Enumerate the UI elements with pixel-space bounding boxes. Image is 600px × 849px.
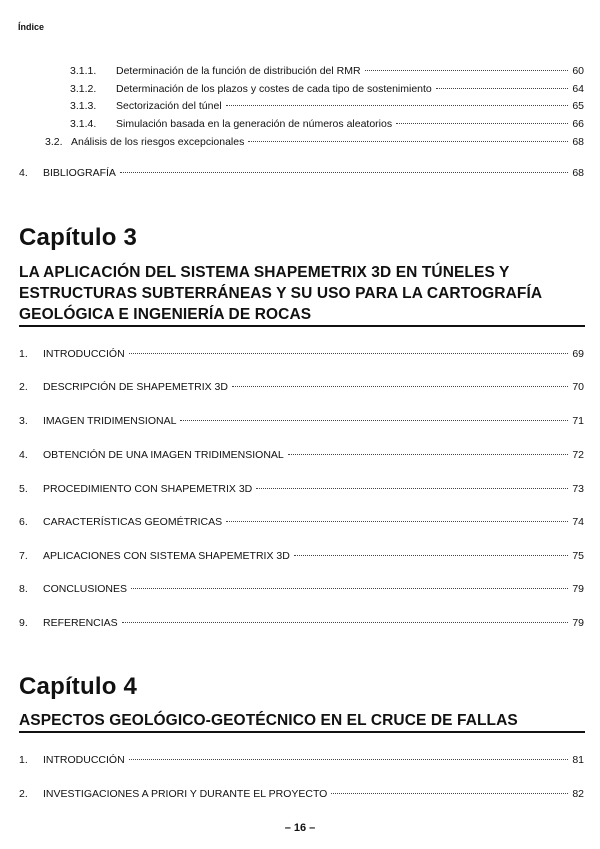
toc-entry-number: 3.1.2.	[70, 83, 97, 95]
toc-entry-number: 7.	[19, 550, 28, 562]
dot-leader	[129, 353, 569, 354]
toc-entry-title: Simulación basada en la generación de números aleatorios	[116, 118, 393, 130]
toc-entry[interactable]	[19, 753, 584, 767]
dot-leader	[248, 141, 568, 142]
toc-entry-number: 1.	[19, 348, 28, 360]
toc-entry-page: 64	[572, 83, 584, 95]
toc-entry[interactable]	[19, 616, 584, 630]
toc-entry-title: CONCLUSIONES	[43, 583, 128, 595]
toc-entry-page: 60	[572, 65, 584, 77]
toc-entry-page: 68	[572, 167, 584, 179]
toc-entry-title: INVESTIGACIONES A PRIORI Y DURANTE EL PROYECTO	[43, 788, 328, 800]
dot-leader	[256, 488, 568, 489]
chapter-4-heading: Capítulo 4	[19, 673, 138, 700]
toc-entry-title: PROCEDIMIENTO CON SHAPEMETRIX 3D	[43, 483, 253, 495]
toc-entry-title: DESCRIPCIÓN DE SHAPEMETRIX 3D	[43, 381, 228, 393]
toc-entry-title: Sectorización del túnel	[116, 100, 222, 112]
toc-entry-title: REFERENCIAS	[43, 617, 118, 629]
toc-entry-number: 4.	[19, 449, 28, 461]
chapter-4-subtitle-line: ASPECTOS GEOLÓGICO-GEOTÉCNICO EN EL CRUCE DE FALLAS	[19, 712, 518, 729]
toc-entry-number: 6.	[19, 516, 28, 528]
dot-leader	[288, 454, 569, 455]
chapter-3-divider	[19, 325, 585, 327]
toc-entry-title: BIBLIOGRAFÍA	[43, 167, 116, 179]
toc-entry-title: APLICACIONES CON SISTEMA SHAPEMETRIX 3D	[43, 550, 290, 562]
toc-entry-page: 68	[572, 136, 584, 148]
dot-leader	[365, 70, 569, 71]
toc-entry[interactable]	[19, 380, 584, 394]
toc-entry-page: 70	[572, 381, 584, 393]
toc-entry-title: CARACTERÍSTICAS GEOMÉTRICAS	[43, 516, 223, 528]
toc-entry[interactable]	[19, 582, 584, 596]
toc-entry[interactable]	[19, 166, 584, 180]
toc-entry[interactable]	[19, 448, 584, 462]
dot-leader	[331, 793, 568, 794]
toc-entry-title: Análisis de los riesgos excepcionales	[71, 136, 245, 148]
toc-entry-page: 71	[572, 415, 584, 427]
dot-leader	[131, 588, 568, 589]
toc-entry-number: 3.	[19, 415, 28, 427]
toc-entry-title: INTRODUCCIÓN	[43, 348, 125, 360]
chapter-3-subtitle-line: ESTRUCTURAS SUBTERRÁNEAS Y SU USO PARA LA CARTOGRAFÍA	[19, 285, 543, 302]
toc-entry-page: 79	[572, 617, 584, 629]
toc-entry-title: INTRODUCCIÓN	[43, 754, 125, 766]
dot-leader	[180, 420, 568, 421]
toc-entry-number: 4.	[19, 167, 28, 179]
section-header: Índice	[18, 22, 45, 32]
dot-leader	[232, 386, 568, 387]
toc-entry[interactable]	[19, 347, 584, 361]
toc-entry-number: 3.1.3.	[70, 100, 97, 112]
toc-entry-page: 74	[572, 516, 584, 528]
chapter-3-subtitle-line: GEOLÓGICA E INGENIERÍA DE ROCAS	[19, 306, 312, 323]
toc-entry-number: 5.	[19, 483, 28, 495]
chapter-3-subtitle-line: LA APLICACIÓN DEL SISTEMA SHAPEMETRIX 3D EN TÚNELES Y	[19, 264, 510, 281]
toc-entry[interactable]	[19, 482, 584, 496]
toc-entry-number: 3.1.4.	[70, 118, 97, 130]
toc-entry-page: 69	[572, 348, 584, 360]
toc-entry-page: 66	[572, 118, 584, 130]
toc-entry-number: 1.	[19, 754, 28, 766]
dot-leader	[226, 521, 568, 522]
toc-entry[interactable]	[70, 117, 584, 131]
page-number: – 16 –	[284, 822, 316, 834]
toc-entry-page: 82	[572, 788, 584, 800]
toc-entry-title: OBTENCIÓN DE UNA IMAGEN TRIDIMENSIONAL	[43, 449, 284, 461]
dot-leader	[122, 622, 569, 623]
toc-entry-page: 75	[572, 550, 584, 562]
toc-entry-number: 2.	[19, 381, 28, 393]
toc-entry-number: 3.1.1.	[70, 65, 97, 77]
toc-entry-page: 79	[572, 583, 584, 595]
toc-entry-page: 81	[572, 754, 584, 766]
toc-entry-page: 72	[572, 449, 584, 461]
dot-leader	[226, 105, 569, 106]
toc-entry[interactable]	[45, 135, 584, 149]
toc-entry-title: Determinación de los plazos y costes de cada tipo de sostenimiento	[116, 83, 432, 95]
toc-entry[interactable]	[19, 549, 584, 563]
dot-leader	[396, 123, 568, 124]
toc-entry-page: 65	[572, 100, 584, 112]
chapter-3-heading: Capítulo 3	[19, 224, 138, 251]
dot-leader	[129, 759, 569, 760]
dot-leader	[436, 88, 569, 89]
toc-entry-number: 8.	[19, 583, 28, 595]
toc-entry[interactable]	[70, 99, 584, 113]
toc-entry-title: IMAGEN TRIDIMENSIONAL	[43, 415, 177, 427]
toc-entry[interactable]	[70, 82, 584, 96]
dot-leader	[120, 172, 568, 173]
toc-entry[interactable]	[70, 64, 584, 78]
dot-leader	[294, 555, 569, 556]
chapter-4-divider	[19, 731, 585, 733]
toc-entry-number: 2.	[19, 788, 28, 800]
toc-entry[interactable]	[19, 414, 584, 428]
toc-entry[interactable]	[19, 787, 584, 801]
toc-entry-title: Determinación de la función de distribución del RMR	[116, 65, 361, 77]
toc-entry-page: 73	[572, 483, 584, 495]
toc-entry-number: 9.	[19, 617, 28, 629]
toc-entry-number: 3.2.	[45, 136, 63, 148]
toc-entry[interactable]	[19, 515, 584, 529]
